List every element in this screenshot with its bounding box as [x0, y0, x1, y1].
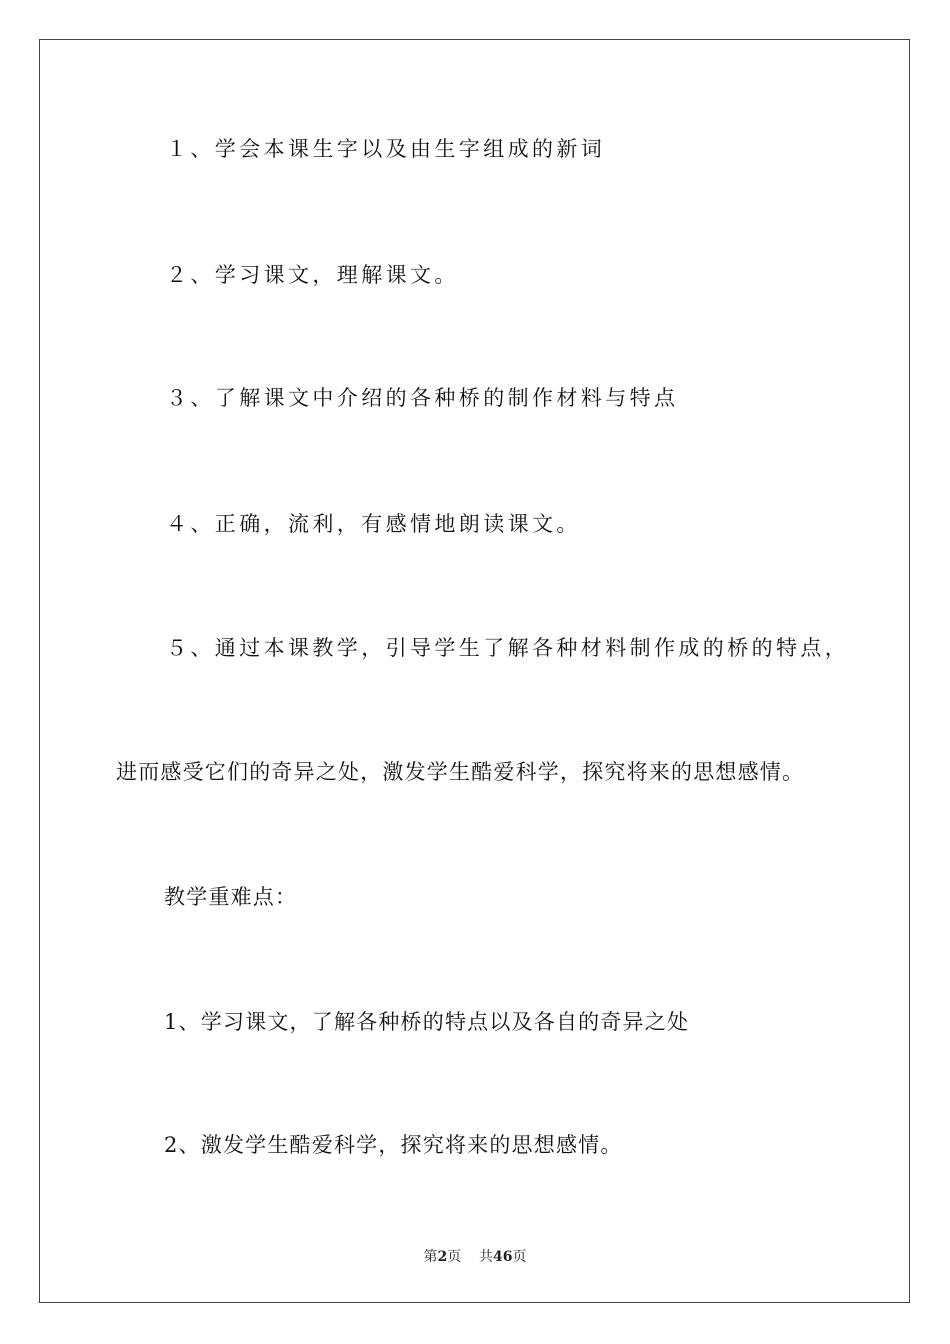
- objective-2: ２、学习课文，理解课文。: [166, 263, 459, 287]
- page-border: [39, 39, 910, 1303]
- footer-page-number: 2: [437, 1249, 448, 1265]
- key-point-1: 1、学习课文，了解各种桥的特点以及各自的奇异之处: [164, 1010, 690, 1034]
- page-footer: [0, 1248, 950, 1266]
- key-point-2: 2、激发学生酷爱科学，探究将来的思想感情。: [164, 1133, 623, 1157]
- objective-5: ５、通过本课教学，引导学生了解各种材料制作成的桥的特点，: [166, 636, 850, 660]
- footer-total-pages: 46: [493, 1249, 513, 1265]
- objective-3: ３、了解课文中介绍的各种桥的制作材料与特点: [166, 386, 679, 410]
- footer-page-prefix: 第: [423, 1249, 438, 1265]
- objective-5-continued: 进而感受它们的奇异之处，激发学生酷爱科学，探究将来的思想感情。: [116, 760, 805, 784]
- footer-total-suffix: 页: [512, 1249, 527, 1265]
- objective-1: １、学会本课生字以及由生字组成的新词: [166, 137, 606, 161]
- objective-4: ４、正确，流利，有感情地朗读课文。: [166, 512, 581, 536]
- section-heading-key-points: 教学重难点：: [164, 885, 298, 909]
- footer-total-prefix: 共: [479, 1249, 494, 1265]
- footer-page-suffix: 页: [447, 1249, 462, 1265]
